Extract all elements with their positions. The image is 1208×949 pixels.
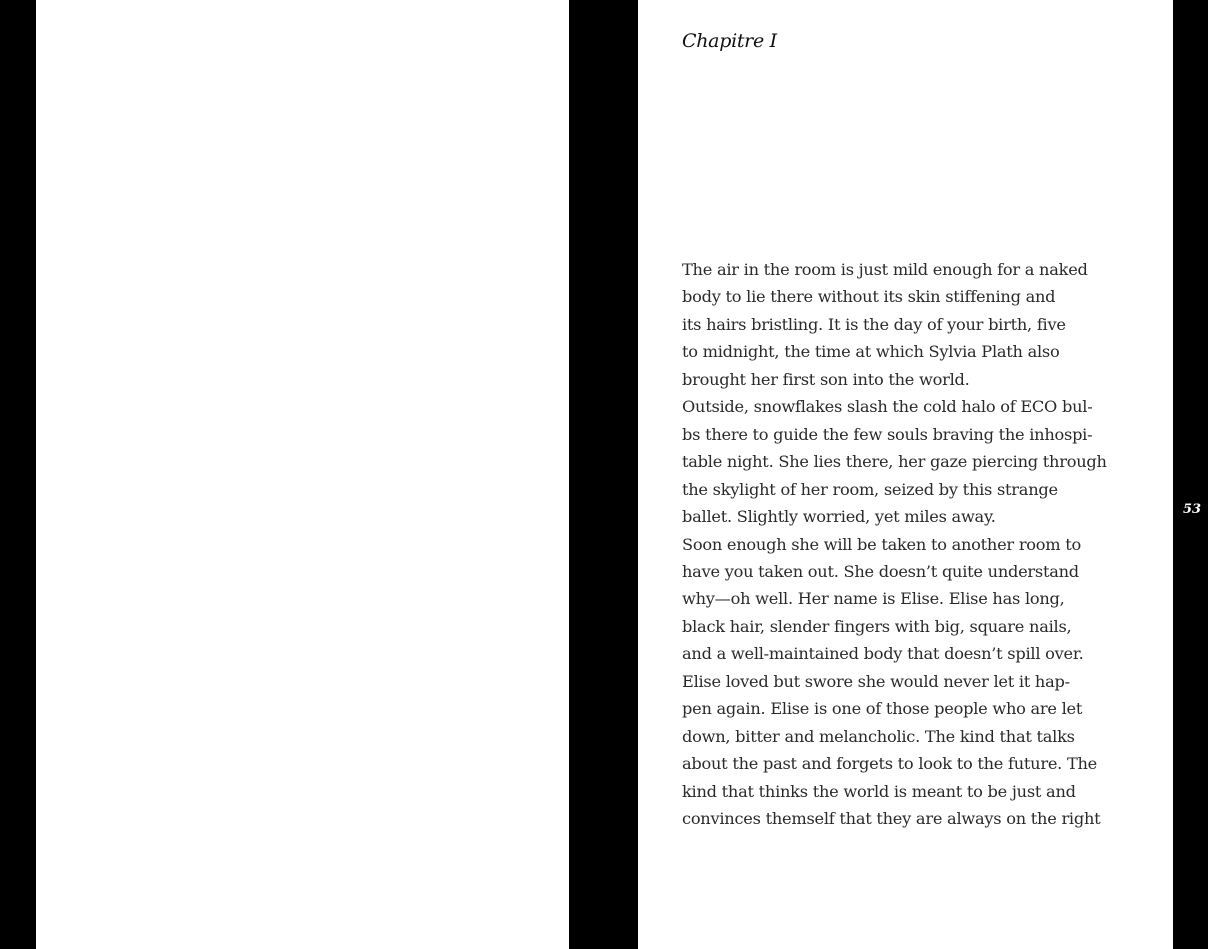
text-line: table night. She lies there, her gaze piercing through xyxy=(682,452,1107,472)
text-line: about the past and forgets to look to the future. The xyxy=(682,754,1097,774)
text-line: Outside, snowflakes slash the cold halo of ECO bul- xyxy=(682,397,1093,417)
text-line: down, bitter and melancholic. The kind that talks xyxy=(682,726,1075,746)
text-line: have you taken out. She doesn’t quite understand xyxy=(682,561,1079,581)
page-number: 53 xyxy=(1182,502,1202,517)
text-line: pen again. Elise is one of those people who are let xyxy=(682,699,1083,719)
text-line: the skylight of her room, seized by this strange xyxy=(682,479,1058,499)
text-line: The air in the room is just mild enough for a naked xyxy=(682,260,1088,279)
text-line: ballet. Slightly worried, yet miles away. xyxy=(682,507,996,527)
text-line: Elise loved but swore she would never let it hap- xyxy=(682,671,1070,691)
text-line: to midnight, the time at which Sylvia Plath also xyxy=(682,342,1060,362)
right-page xyxy=(638,0,1173,949)
text-line: kind that thinks the world is meant to be just and xyxy=(682,781,1076,801)
text-line: black hair, slender fingers with big, square nails, xyxy=(682,616,1072,636)
text-line: body to lie there without its skin stiffening and xyxy=(682,287,1056,307)
text-line: bs there to guide the few souls braving the inhospi- xyxy=(682,424,1093,444)
text-line: brought her first son into the world. xyxy=(682,369,970,389)
body-text xyxy=(682,256,1172,833)
text-line: its hairs bristling. It is the day of your birth, five xyxy=(682,314,1066,334)
text-line: convinces themself that they are always on the right xyxy=(682,809,1101,829)
chapter-title: Chapitre I xyxy=(682,30,777,52)
text-line: Soon enough she will be taken to another room to xyxy=(682,534,1082,554)
left-page-blank xyxy=(36,0,569,949)
text-line: why—oh well. Her name is Elise. Elise has long, xyxy=(682,589,1065,609)
text-line: and a well-maintained body that doesn’t spill over. xyxy=(682,644,1084,664)
